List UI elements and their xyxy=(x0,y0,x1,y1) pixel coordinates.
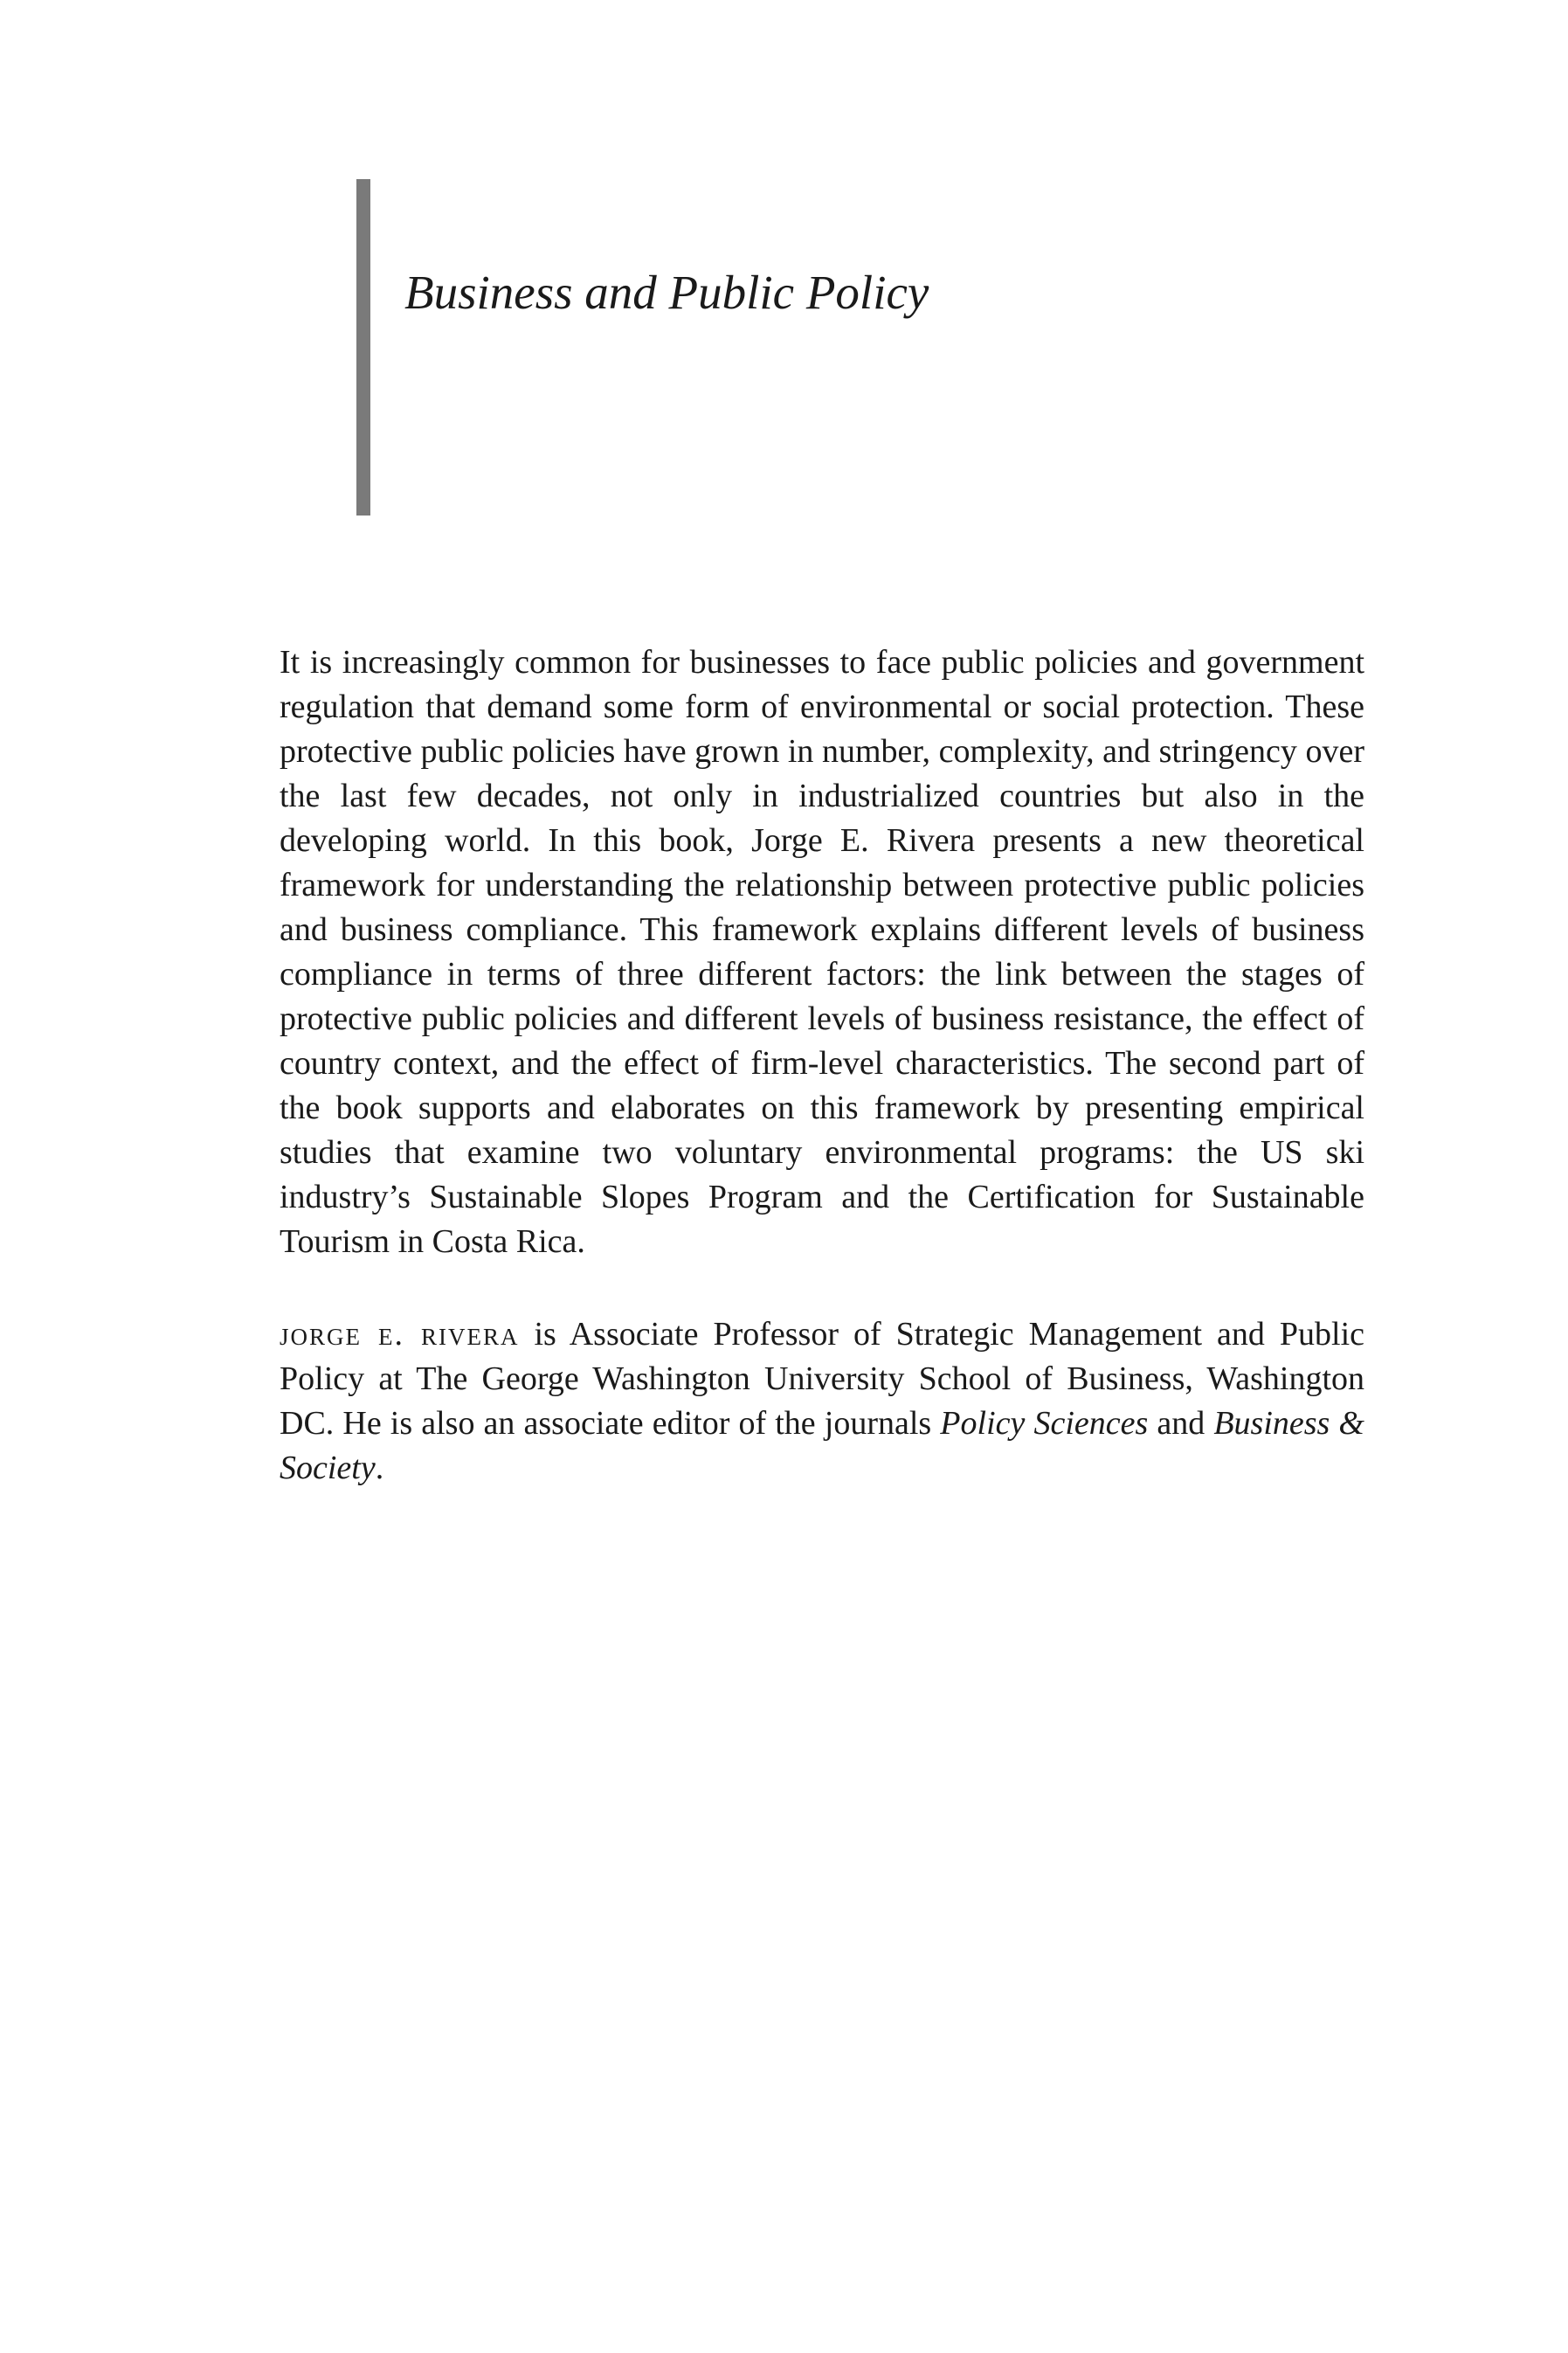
author-name: jorge e. rivera xyxy=(280,1316,520,1353)
heading-rule xyxy=(356,179,370,516)
series-title: Business and Public Policy xyxy=(404,266,929,319)
author-bio-conjunction: and xyxy=(1148,1405,1214,1442)
journal-policy-sciences: Policy Sciences xyxy=(940,1405,1149,1442)
body-text xyxy=(280,640,1364,1491)
author-bio-end: . xyxy=(375,1450,384,1486)
abstract-paragraph: It is increasingly common for businesses to face public policies and government regulation that demand some form of environmental or social protection. These protective public policies have grown in number, complexity, and stringency over the last few decades, not only in industrialized countries but also in the developing world. In this book, Jorge E. Rivera presents a new theoretical framework for understanding the relationship between protective public policies and business compliance. This framework explains different levels of business compliance in terms of three different factors: the link between the stages of protective public policies and different levels of business resistance, the effect of country context, and the effect of firm-level characteristics. The second part of the book supports and elaborates on this framework by presenting empirical studies that examine two voluntary environmental programs: the US ski industry’s Sustainable Slopes Program and the Certification for Sustainable Tourism in Costa Rica. xyxy=(280,644,1364,1260)
author-bio-text: is Associate Professor of Strategic Management and Public Policy at The George Washington University School of Business, Washington DC. He is also an associate editor of the journals xyxy=(280,1316,1364,1442)
journal-business-society: Business & Society xyxy=(280,1405,1364,1486)
author-bio-paragraph xyxy=(280,1312,1364,1491)
